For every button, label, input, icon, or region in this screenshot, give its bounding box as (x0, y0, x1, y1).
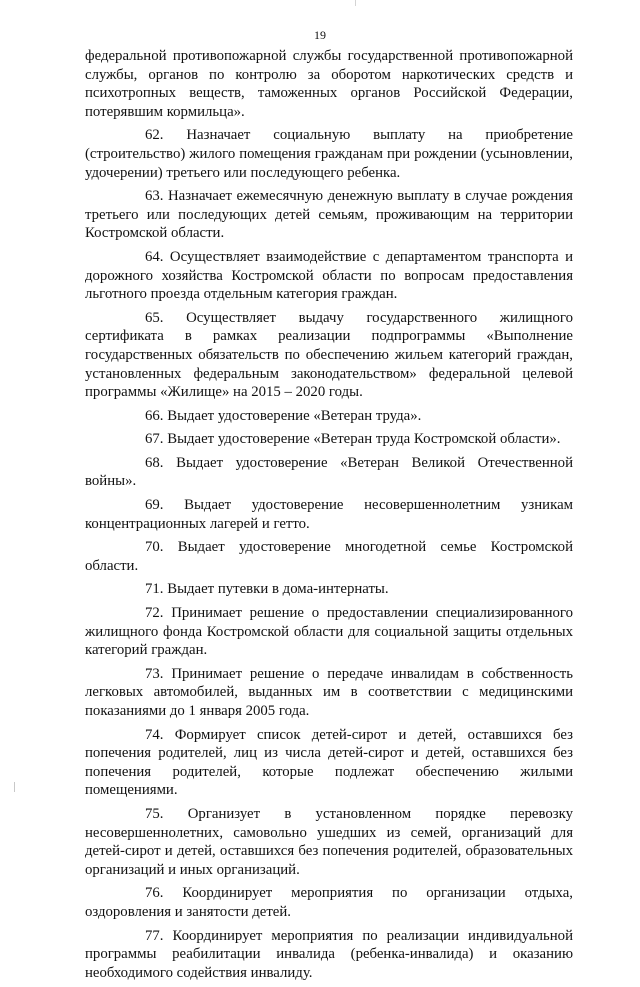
document-body (85, 47, 573, 987)
paragraph-74: 74. Формирует список детей-сирот и детей, оставшихся без попечения родителей, лиц из числа детей-сирот и детей, оставшихся без попечения родителей, которые подлежат обеспечению жилыми помещениями. (85, 726, 573, 799)
paragraph-64: 64. Осуществляет взаимодействие с департаментом транспорта и дорожного хозяйства Костромской области по вопросам предоставления льготного проезда отдельным категория граждан. (85, 248, 573, 303)
paragraph-73: 73. Принимает решение о передаче инвалидам в собственность легковых автомобилей, выданных им в соответствии с медицинскими показаниями до 1 января 2005 года. (85, 665, 573, 719)
paragraph-77: 77. Координирует мероприятия по реализации индивидуальной программы реабилитации инвалида (ребенка-инвалида) и оказанию необходимого содействия инвалиду. (85, 927, 573, 981)
page-number: 19 (314, 28, 326, 42)
paragraph-75: 75. Организует в установленном порядке перевозку несовершеннолетних, самовольно ушедших из семей, организаций для детей-сирот и детей, оставшихся без попечения родителей, образовательных организаций и иных организаций. (85, 805, 573, 878)
paragraph-63: 63. Назначает ежемесячную денежную выплату в случае рождения третьего или последующих детей семьям, проживающим на территории Костромской области. (85, 188, 573, 242)
paragraph-72: 72. Принимает решение о предоставлении специализированного жилищного фонда Костромской области для социальной защиты отдельных категорий граждан. (85, 605, 573, 659)
paragraph-76: 76. Координирует мероприятия по организации отдыха, оздоровления и занятости детей. (85, 885, 573, 920)
paragraph-67: 67. Выдает удостоверение «Ветеран труда Костромской области». (145, 431, 561, 448)
paragraph-71: 71. Выдает путевки в дома-интернаты. (145, 581, 389, 598)
paragraph-70: 70. Выдает удостоверение многодетной семье Костромской области. (85, 539, 573, 574)
paragraph-65: 65. Осуществляет выдачу государственного жилищного сертификата в рамках реализации подпрограммы «Выполнение государственных обязательств по обеспечению жильем категорий граждан, установленных федеральным законодательством» федеральной целевой программы «Жилище» на 2015 – 2020 годы. (85, 309, 573, 401)
scan-mark (355, 0, 356, 6)
paragraph-continuation: федеральной противопожарной службы государственной противопожарной службы, органов по контролю за оборотом наркотических средств и психотропных веществ, таможенных органов Российской Федерации, потерявшим кормильца». (85, 48, 573, 120)
paragraph-62: 62. Назначает социальную выплату на приобретение (строительство) жилого помещения гражданам при рождении (усыновлении, удочерении) третьего или последующего ребенка. (85, 127, 573, 181)
paragraph-69: 69. Выдает удостоверение несовершеннолетним узникам концентрационных лагерей и гетто. (85, 497, 573, 532)
paragraph-66: 66. Выдает удостоверение «Ветеран труда». (145, 407, 422, 424)
paragraph-68: 68. Выдает удостоверение «Ветеран Великой Отечественной войны». (85, 454, 573, 490)
scan-mark (14, 782, 15, 792)
